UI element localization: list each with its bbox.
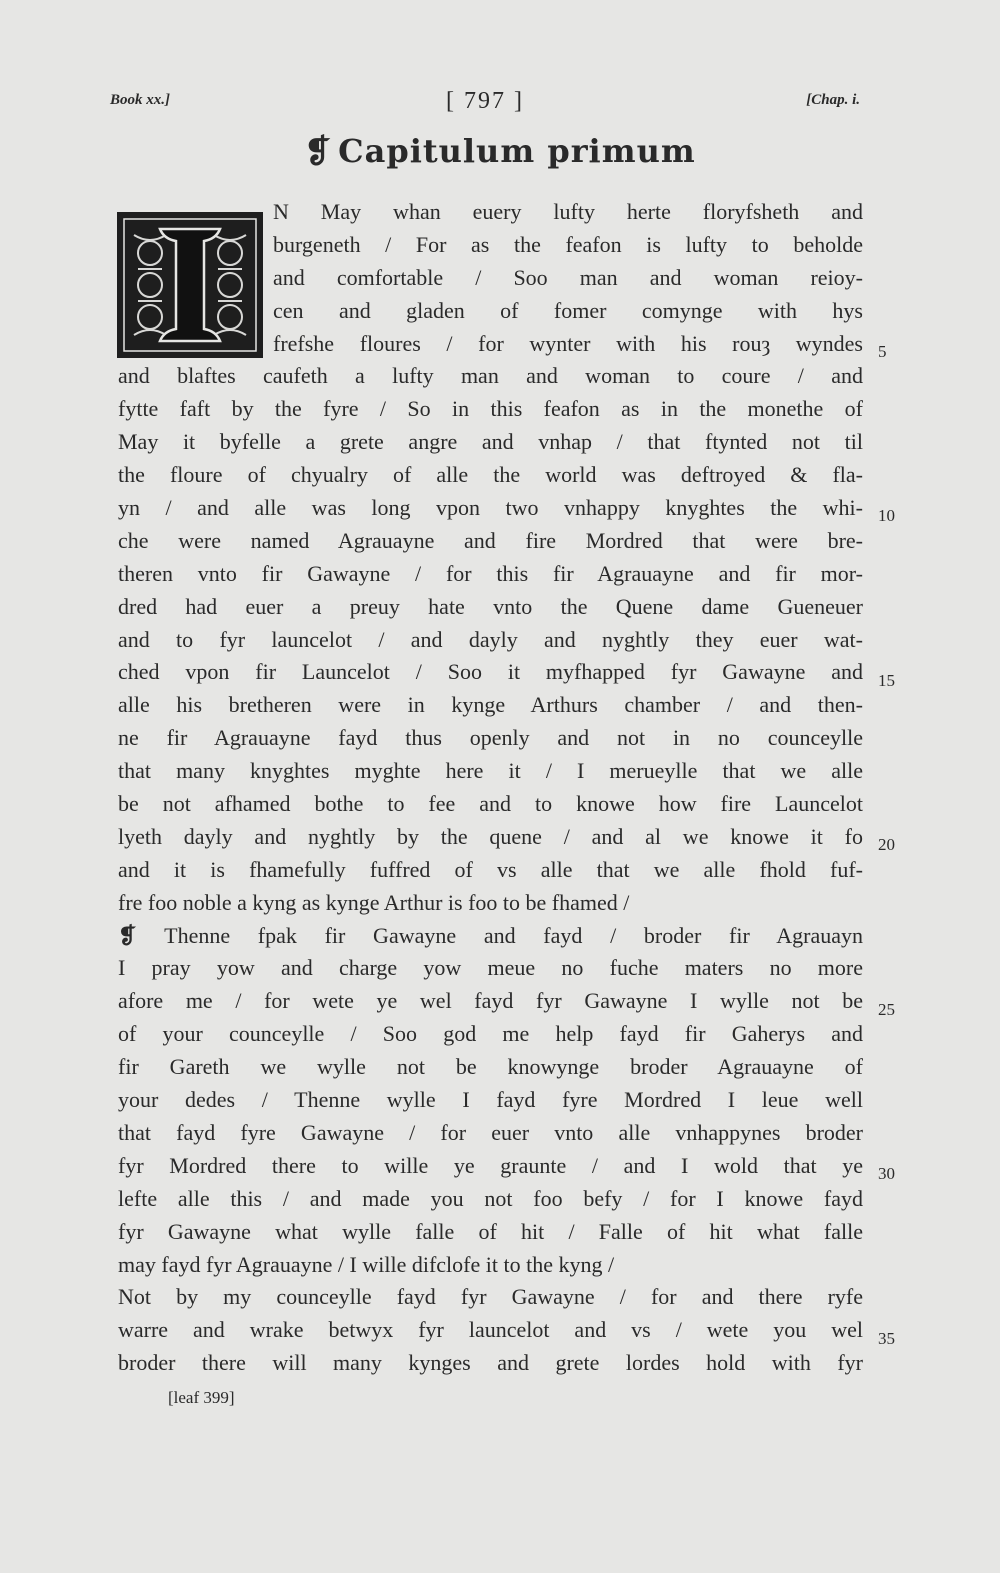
line-number: 15 — [878, 670, 895, 690]
running-head — [110, 88, 860, 122]
text-line: that many knyghtes myghte here it / I merueylle that we alle — [118, 758, 863, 784]
paragraph-mark-icon: ❡ — [118, 922, 165, 948]
text-line: your dedes / Thenne wylle I fayd fyre Mordred I leue well — [118, 1087, 863, 1113]
text-line: fyr Gawayne what wylle falle of hit / Falle of hit what falle — [118, 1218, 863, 1244]
text-line: warre and wrake betwyx fyr launcelot and vs / wete you wel — [118, 1317, 863, 1343]
text-line — [118, 920, 863, 953]
text-line: Not by my counceylle fayd fyr Gawayne / for and there ryfe — [118, 1284, 863, 1310]
text-line: that fayd fyre Gawayne / for euer vnto alle vnhappynes broder — [118, 1119, 863, 1145]
text-line: fre foo noble a kyng as kynge Arthur is foo to be fhamed / — [118, 889, 630, 915]
running-head-book: Book xx.] — [110, 92, 170, 108]
line-number: 5 — [878, 341, 887, 361]
text-line: fir Gareth we wylle not be knowynge broder Agrauayne of — [118, 1054, 863, 1080]
text-line: ched vpon fir Launcelot / Soo it myfhapped fyr Gawayne and — [118, 659, 863, 685]
text-line: theren vnto fir Gawayne / for this fir Agrauayne and fir mor- — [118, 560, 863, 586]
page-number: [ 797 ] — [446, 88, 524, 114]
text-line: fytte faft by the fyre / So in this feafon as in the monethe of — [118, 396, 863, 422]
text-line-content: Thenne fpak fir Gawayne and fayd / broder fir Agrauayn — [164, 922, 863, 948]
body-text — [118, 196, 895, 1380]
leaf-note: [leaf 399] — [168, 1388, 235, 1407]
running-head-chapter: [Chap. i. — [806, 92, 860, 108]
chapter-title-text: Capitulum primum — [338, 132, 696, 170]
text-line: may fayd fyr Agrauayne / I wille difclofe it to the kyng / — [118, 1251, 615, 1277]
text-line: be not afhamed bothe to fee and to knowe how fire Launcelot — [118, 791, 863, 817]
text-line: and it is fhamefully fuffred of vs alle that we alle fhold fuf- — [118, 856, 863, 882]
text-line: broder there will many kynges and grete lordes hold with fyr — [118, 1350, 863, 1376]
text-line: dred had euer a preuy hate vnto the Quene dame Gueneuer — [118, 593, 863, 619]
text-line: and to fyr launcelot / and dayly and nyghtly they euer wat- — [118, 626, 863, 652]
text-line: frefshe floures / for wynter with his rouȝ wyndes — [273, 330, 863, 356]
text-line: ne fir Agrauayne fayd thus openly and not in no counceylle — [118, 725, 863, 751]
text-line: lefte alle this / and made you not foo befy / for I knowe fayd — [118, 1185, 863, 1211]
line-number: 25 — [878, 999, 895, 1019]
text-line: fyr Mordred there to wille ye graunte / and I wold that ye — [118, 1152, 863, 1178]
line-number: 30 — [878, 1164, 895, 1184]
text-line: alle his bretheren were in kynge Arthurs chamber / and then- — [118, 692, 863, 718]
text-line: che were named Agrauayne and fire Mordred that were bre- — [118, 527, 863, 553]
text-line: of your counceylle / Soo god me help fayd fir Gaherys and — [118, 1021, 863, 1047]
text-line: May it byfelle a grete angre and vnhap / that ftynted not til — [118, 429, 863, 455]
line-number: 20 — [878, 835, 895, 855]
text-line: burgeneth / For as the feafon is lufty to beholde — [273, 231, 863, 257]
text-line: N May whan euery lufty herte floryfsheth and — [273, 199, 863, 224]
text-line: and blaftes caufeth a lufty man and woman to coure / and — [118, 363, 863, 389]
text-line: afore me / for wete ye wel fayd fyr Gawayne I wylle not be — [118, 988, 863, 1014]
text-line: lyeth dayly and nyghtly by the quene / and al we knowe it fo — [118, 823, 863, 849]
pilcrow-icon: ❡ — [304, 132, 333, 170]
text-line: and comfortable / Soo man and woman reioy- — [273, 264, 863, 290]
line-number: 10 — [878, 506, 895, 526]
text-line: cen and gladen of fomer comynge with hys — [273, 297, 863, 323]
text-line: I pray yow and charge yow meue no fuche maters no more — [118, 955, 863, 981]
line-number: 35 — [878, 1328, 895, 1348]
text-line: yn / and alle was long vpon two vnhappy knyghtes the whi- — [118, 495, 863, 521]
text-line: the floure of chyualry of alle the world was deftroyed & fla- — [118, 462, 863, 488]
chapter-title — [0, 132, 1000, 170]
